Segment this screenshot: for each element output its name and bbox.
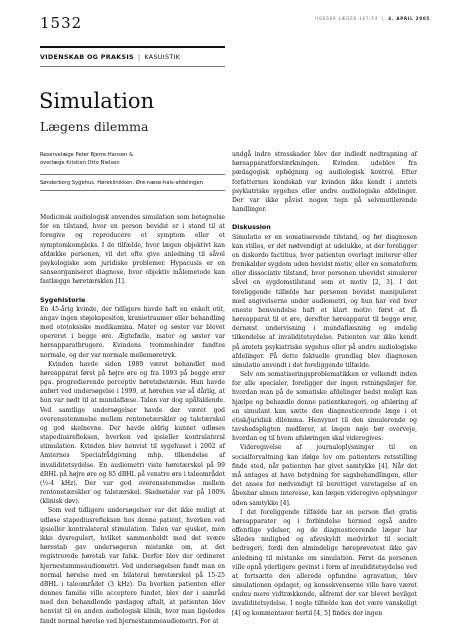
- article-title: Simulation: [39, 89, 155, 113]
- body-paragraph: I det foreliggende tilfælde har en person fået gratis høreapparater og i forbindelse hermed også andre offentlige ydelser, og de diagnosticerende læger har således mulighed og afsvskyldt medvirket til socialt bedrageri, fordi den almindelige høreprøvetest ikke gav anledning til mistanke om simulation. Først da personen ville opnå yderligere gevinst i form af invaliditetsydelse ved at fortsætte den allerede opfundne agravation, blev simulationen opdaget, og konsekvenserne ville have været endnu mere vidtrækkende, såfremt der var blevet bevilget invaliditetsydelse. I nogle tilfælde kan det være vanskeligt [4] og kommentarer hertil [4, 5] findes der ingen: [232, 508, 417, 617]
- abstract: Medicinsk audiologisk anvendes simulation som betegnelse for en tilstand, hvor en person bevidst er i stand til at foregive og reproducere et symptom eller et symptomkompleks. I de tilfælde, hvor lægen objektivt kan afdække personen, vil det ofte give anledning til såvel psykologiske som juridiske problemer. Hypacusis er en sanseorganiseret diagnose, hvor objektiv målemetode kan fastlægge høretærsklen [1].: [40, 214, 225, 286]
- article-subtitle: Lægens dilemma: [40, 119, 149, 134]
- body-paragraph: Simulatio er en somatiserende tilstand, og før diagnosen kan stilles, er det nødvendigt at udelukke, at der foreligger en diskordo factitius, hvor patienten overlagt imiterer eller fremkalder sygdom uden bevidst motiv, eller en somatoform eller dissociativ tilstand, hvor personen ubevidst simulerer såvel en sygdomstilstand som et motiv [2, 3]. I det foreliggende tilfælde har personen bevidst manipuleret med angivelserne under audiometri, og hun har ved hver eneste henvendelse haft et klart motiv: først at få høreapparat til et øre, derefter høreapparat til begge ører, dernæst undervisning i mundaflæsning og endelig tilkendelse af invaliditetsydelse. Patienten var ikke kendt på amtets psykiatriske sygehus eller på andre audiologiske afdelinger. På dette faktuelle grundlag blev diagnosen simulatio anvendt i det foreliggende tilfælde.: [232, 233, 417, 369]
- issue-date: 4. APRIL 2005: [388, 16, 430, 21]
- left-column: [40, 213, 225, 626]
- section-bottom-rule: [40, 66, 225, 67]
- page-number: 1532: [40, 14, 83, 32]
- author-line: Reservelæge Peter Bjerre Hansen &: [40, 152, 133, 158]
- section-name: VIDENSKAB OG PRAKSIS: [40, 53, 134, 61]
- body-paragraph: Selv om somatiseringsproblematikken er velkendt inden for alle specialer, foreligger der ingen retningslinjer for, hvordan man på de somatiske afdelinger bedst muligt kan hjælpe og behandle denne patientkategori, og afsløring af en simulant kan sætte den diagnosticerende læge i et etisk/juridisk dilemma. Henvynet til den simulerende og tavshedspligten medfører, at lægen nøje bør overveje, hvordan og til hvem afsløringen skal videregives.: [232, 371, 417, 443]
- case-heading: Sygehistorie: [40, 295, 86, 304]
- section-top-rule: [40, 46, 225, 48]
- body-paragraph: undgå indre stresskader blev der indledt nedtrapning af høreapparatforstærkningen. Kvinden udeblev fra pædagogisk opfølgning og audiologisk kontrol. Efter forfatternes kendskab var kvinden ikke kendt i amtets psykiatriske sygehus eller andre audiologiske afdelinger. Der var ikke påvist nogen tegn på selvmutilerende handlinger.: [232, 151, 417, 214]
- section-tag: [40, 53, 180, 61]
- affiliation: Sønderborg Sygehus, Høreklinikken, Øre-næse-hals-afdelingen: [40, 180, 203, 186]
- author-list: [40, 151, 133, 167]
- body-paragraph: Som ved tidligere undersøgelser var det ikke muligt at udløse stapediusrefleksen hos denne patient, hverken ved ipsieller kontralateral stimulation. Talen var sjusket, men ikke dysregulert, hvilket sammenholdt med det svære hørestab gav undersøgeren mistanke om, at det registrerede høretab var falsk. Derfor blev der ordineret hjernestammeaudiometri. Ved undersøgelsen fandt man en normal hørelse med en bilateral høretærskel på 15-25 dBHL i taleområdet (3 kHz). Da hverken patienten eller dennes familie ville acceptere fundet, blev der i samråd med den behandlende pædagog aftalt, at patienten blev henvist til en anden audiologisk klinik, hvor man ligeledes fandt normal hørelse ved hjernestammeaudiometri. For at: [40, 507, 225, 625]
- journal-name: UGESKR LÆGER 167/14: [315, 16, 379, 21]
- body-paragraph: En 45-årig kvinde, der tidligere havde haft en enkelt otit, angav ingen støjekspositon, kranietraumer eller behandling med ototoksiske medikamina. Mater og søster var blevet opereret i begge øre. Ægtefælle, mater og søster var høreapparatbrugere. Kvindens tvommehinder fandtes normale, og der var normale mellemøretryk.: [40, 305, 225, 359]
- authors-rule: [40, 174, 225, 175]
- section-separator: |: [137, 53, 141, 61]
- header-separator: |: [382, 16, 385, 21]
- body-paragraph: Videregivelse af journaloplysninger til en socialforvaltning kan ifølge lov om patienters retsstilling finde sted, når patienten har givet samtykke [4]. Når det må antages at have betydning for sagsbehandlingen, eller det anses for nødvendigt til berettiget varetagelse af en åbenbar almen interesse, kan lægen videregive oplysninger uden samtykke [4].: [232, 444, 417, 507]
- discussion-heading: Diskussion: [232, 223, 271, 232]
- article-type: KASUISTIK: [144, 53, 181, 61]
- author-line: overlæge Kristian Otto Nielsen: [40, 160, 120, 166]
- right-column: [232, 150, 417, 618]
- journal-header: [315, 16, 430, 21]
- body-paragraph: Kvinden havde siden 1989 været behandlet med høreapparat først på højre øre og fra 1993 på begge ører pga. progredierende perceptiv høretabstærsle. Hun havde anført ved undersøgelse i 1999, at hørehen var så dårlig, at hun var nødt til at mundaflæse. Talen var dog upåfaldende. Ved samtlige undersøgelser havde der været god overensstemmelse mellem rentonetærskler og taletærskel og god skelnevne. Der havde aldrig kunnet udløses stapediusrefleksen, hverken ved ipsieller kontralateral stimulation. Kvinden blev henvist til sygehuset i 2002 af Amternes Specialrådgivning mhp. tilkendelse af invaliditetsydelse. En audiometri viste høretærskel på 99 dBHL på højre øre og 85 dBHL på venstre øre i taleområdet (½-4 kHz). Der var god overensstemmelse mellem rentonetærskler og taletærskel. Skelnetaler var på 100% (klinisk døv).: [40, 360, 225, 506]
- affiliation-rule: [40, 190, 225, 191]
